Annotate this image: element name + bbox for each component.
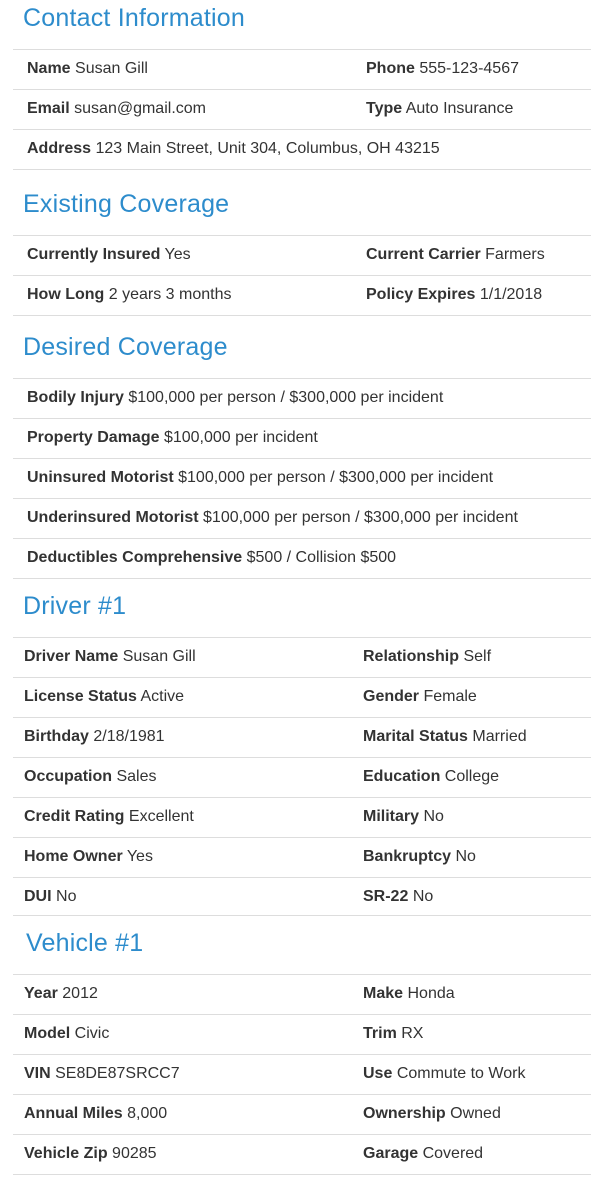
- driver-education: Education College: [363, 768, 500, 785]
- vehicle-row-3: [13, 1054, 591, 1094]
- driver-homeowner: Home Owner Yes: [24, 848, 153, 865]
- existing-carrier: Current Carrier Farmers: [366, 246, 545, 263]
- desired-underinsured: Underinsured Motorist $100,000 per person / $300,000 per incident: [27, 509, 518, 526]
- vehicle-year: Year 2012: [24, 985, 98, 1002]
- vehicle-section-title: Vehicle #1: [26, 929, 144, 957]
- contact-email: Email susan@gmail.com: [27, 100, 206, 117]
- driver-row-1: [13, 637, 591, 677]
- driver-sr22: SR-22 No: [363, 888, 434, 905]
- driver-bankruptcy: Bankruptcy No: [363, 848, 476, 865]
- desired-bodily-injury: Bodily Injury $100,000 per person / $300,000 per incident: [27, 389, 444, 406]
- contact-row-2: [13, 89, 591, 129]
- vehicle-row-4: [13, 1094, 591, 1134]
- existing-insured: Currently Insured Yes: [27, 246, 191, 263]
- existing-expires: Policy Expires 1/1/2018: [366, 286, 543, 303]
- desired-row-2: [13, 418, 591, 458]
- desired-row-1: [13, 378, 591, 418]
- driver-name: Driver Name Susan Gill: [24, 648, 196, 665]
- contact-address: Address 123 Main Street, Unit 304, Columbus, OH 43215: [27, 140, 440, 157]
- driver-row-6: [13, 837, 591, 877]
- desired-bottom-rule: [13, 578, 591, 579]
- vehicle-trim: Trim RX: [363, 1025, 424, 1042]
- driver-bottom-rule: [13, 915, 591, 916]
- desired-section-title: Desired Coverage: [23, 333, 228, 361]
- driver-dui: DUI No: [24, 888, 77, 905]
- driver-section-title: Driver #1: [23, 592, 127, 620]
- desired-deductibles: Deductibles Comprehensive $500 / Collision $500: [27, 549, 397, 566]
- contact-section-title: Contact Information: [23, 4, 245, 32]
- vehicle-bottom-rule: [13, 1174, 591, 1175]
- desired-uninsured: Uninsured Motorist $100,000 per person / $300,000 per incident: [27, 469, 494, 486]
- driver-license: License Status Active: [24, 688, 185, 705]
- driver-credit: Credit Rating Excellent: [24, 808, 194, 825]
- vehicle-miles: Annual Miles 8,000: [24, 1105, 168, 1122]
- existing-row-2: [13, 275, 591, 315]
- driver-row-4: [13, 757, 591, 797]
- vehicle-row-1: [13, 974, 591, 1014]
- vehicle-use: Use Commute to Work: [363, 1065, 526, 1082]
- driver-gender: Gender Female: [363, 688, 477, 705]
- vehicle-make: Make Honda: [363, 985, 455, 1002]
- contact-row-3: [13, 129, 591, 169]
- desired-row-3: [13, 458, 591, 498]
- vehicle-ownership: Ownership Owned: [363, 1105, 501, 1122]
- driver-row-3: [13, 717, 591, 757]
- vehicle-row-5: [13, 1134, 591, 1174]
- existing-row-1: [13, 235, 591, 275]
- desired-row-5: [13, 538, 591, 578]
- driver-relationship: Relationship Self: [363, 648, 492, 665]
- desired-row-4: [13, 498, 591, 538]
- driver-birthday: Birthday 2/18/1981: [24, 728, 165, 745]
- vehicle-garage: Garage Covered: [363, 1145, 484, 1162]
- driver-row-2: [13, 677, 591, 717]
- vehicle-model: Model Civic: [24, 1025, 110, 1042]
- contact-bottom-rule: [13, 169, 591, 170]
- existing-section-title: Existing Coverage: [23, 190, 230, 218]
- vehicle-row-2: [13, 1014, 591, 1054]
- contact-row-1: [13, 49, 591, 89]
- existing-howlong: How Long 2 years 3 months: [27, 286, 232, 303]
- contact-phone: Phone 555-123-4567: [366, 60, 519, 77]
- desired-property-damage: Property Damage $100,000 per incident: [27, 429, 318, 446]
- contact-type: Type Auto Insurance: [366, 100, 514, 117]
- driver-occupation: Occupation Sales: [24, 768, 157, 785]
- vehicle-vin: VIN SE8DE87SRCC7: [24, 1065, 180, 1082]
- driver-row-5: [13, 797, 591, 837]
- vehicle-zip: Vehicle Zip 90285: [24, 1145, 157, 1162]
- driver-military: Military No: [363, 808, 444, 825]
- existing-bottom-rule: [13, 315, 591, 316]
- driver-row-7: [13, 877, 591, 917]
- driver-marital: Marital Status Married: [363, 728, 527, 745]
- contact-name: Name Susan Gill: [27, 60, 148, 77]
